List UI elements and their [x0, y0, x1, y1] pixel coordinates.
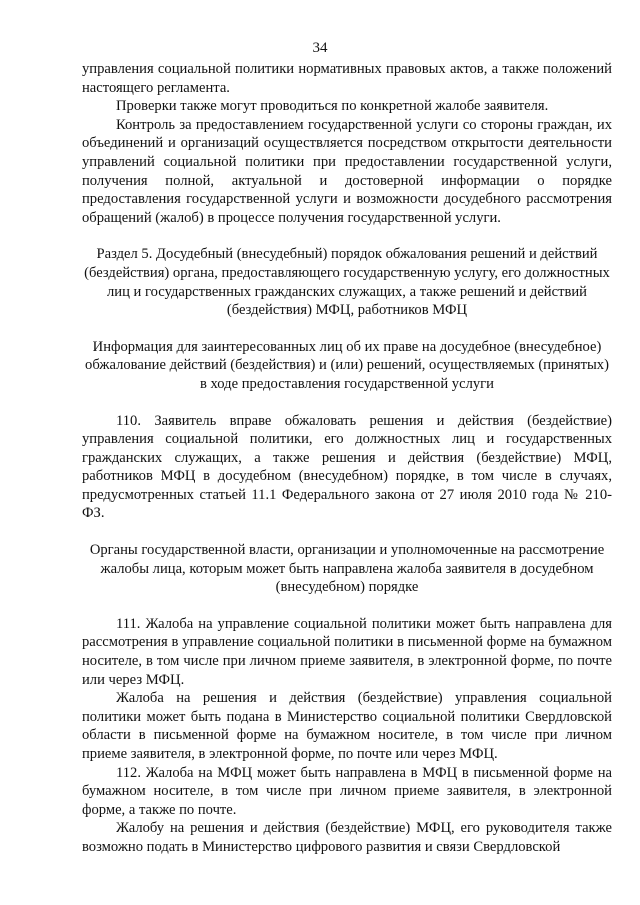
page-number: 34	[312, 40, 328, 56]
paragraph-111-ministry: Жалоба на решения и действия (бездействие) управления социальной политики может быть подана в Министерство социальной политики Свердловской области в письменной форме на бумажном носителе, в том числе при личном приеме заявителя, в электронной форме, по почте или через МФЦ.	[82, 690, 612, 762]
paragraph-inspections: Проверки также могут проводиться по конкретной жалобе заявителя.	[116, 98, 549, 115]
paragraph-112: 112. Жалоба на МФЦ может быть направлена в МФЦ в письменной форме на бумажном носителе, в том числе при личном приеме заявителя, в электронной форме, а также по почте.	[82, 764, 612, 818]
subheading-appeal-rights: Информация для заинтересованных лиц об их праве на досудебное (внесудебное) обжалование действий (бездействия) и (или) решений, осуществляемых (принятых) в ходе предоставления государственной услуги	[85, 338, 609, 392]
section-5-heading: Раздел 5. Досудебный (внесудебный) порядок обжалования решений и действий (бездействия) органа, предоставляющего государственную услугу, его должностных лиц и государственных гражданских служащих, а также решений и действий (бездействия) МФЦ, работников МФЦ	[84, 246, 610, 319]
paragraph-111: 111. Жалоба на управление социальной политики может быть направлена для рассмотрения в управление социальной политики в письменной форме на бумажном носителе, в том числе при личном приеме заявителя, в электронной форме, по почте или через МФЦ.	[82, 615, 612, 688]
page-content	[82, 60, 612, 857]
paragraph-110: 110. Заявитель вправе обжаловать решения и действия (бездействие) управления социальной политики, его должностных лиц и государственных гражданских служащих, а также решения и действия (бездействие) МФЦ, работников МФЦ в досудебном (внесудебном) порядке, в том числе в случаях, предусмотренных статьей 11.1 Федерального закона от 27 июля 2010 года № 210-ФЗ.	[82, 412, 612, 522]
paragraph-public-control: Контроль за предоставлением государственной услуги со стороны граждан, их объединений и организаций осуществляется посредством открытости деятельности управлений социальной политики при предоставлении государственной услуги, получения полной, актуальной и достоверной информации о порядке предоставления государственной услуги и возможности досудебного рассмотрения обращений (жалоб) в процессе получения государственной услуги.	[82, 116, 612, 226]
paragraph-regulation-end: управления социальной политики нормативных правовых актов, а также положений настоящего регламента.	[82, 61, 612, 96]
subheading-complaint-bodies: Органы государственной власти, организации и уполномоченные на рассмотрение жалобы лица, которым может быть направлена жалоба заявителя в досудебном (внесудебном) порядке	[89, 542, 605, 596]
paragraph-112-digital-ministry: Жалобу на решения и действия (бездействие) МФЦ, его руководителя также возможно подать в Министерство цифрового развития и связи Свердловской	[82, 820, 612, 855]
